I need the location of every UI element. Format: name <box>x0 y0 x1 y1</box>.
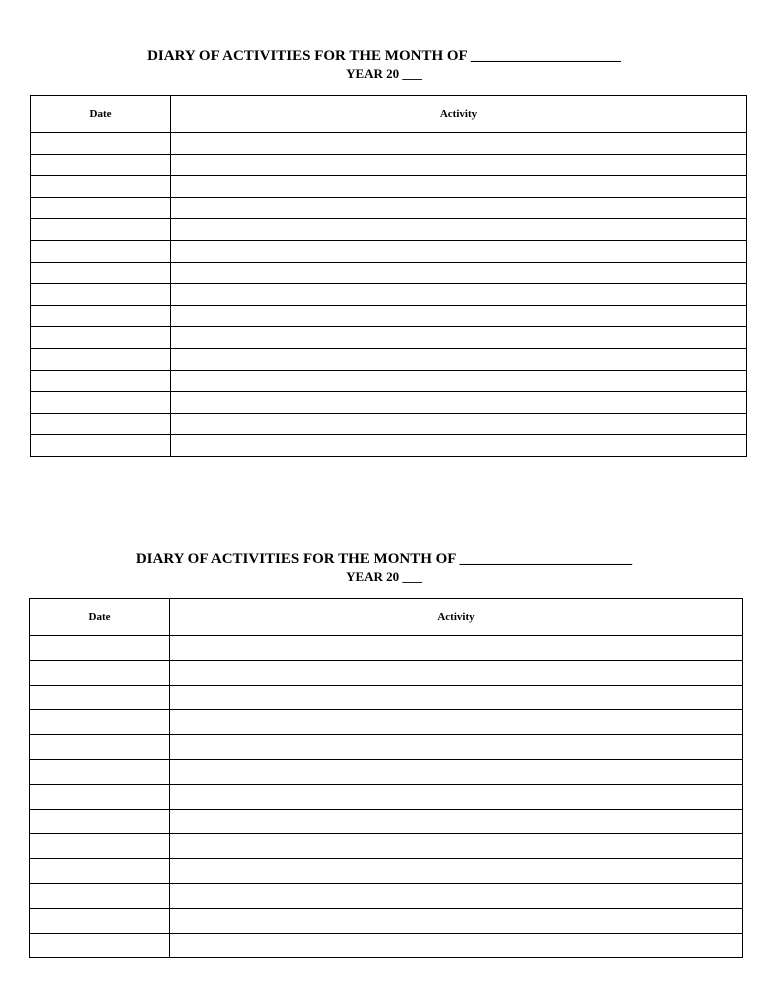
form1-activity-cell[interactable] <box>171 262 747 284</box>
form1-activity-cell[interactable] <box>171 392 747 414</box>
form2-date-cell[interactable] <box>30 834 170 859</box>
form1-activity-cell[interactable] <box>171 240 747 262</box>
form2-date-cell[interactable] <box>30 636 170 661</box>
form1-date-cell[interactable] <box>31 240 171 262</box>
form2-date-cell[interactable] <box>30 710 170 735</box>
form2-activity-header: Activity <box>170 599 743 636</box>
form1-table-row <box>31 240 747 262</box>
form1-date-cell[interactable] <box>31 370 171 392</box>
form2-activity-cell[interactable] <box>170 809 743 834</box>
form2-activity-cell[interactable] <box>170 883 743 908</box>
form1-date-cell[interactable] <box>31 348 171 370</box>
form1-table-row <box>31 327 747 349</box>
form2-table-row <box>30 834 743 859</box>
form1-activity-header: Activity <box>171 96 747 133</box>
form1-date-cell[interactable] <box>31 176 171 198</box>
form1-date-cell[interactable] <box>31 392 171 414</box>
form2-date-cell[interactable] <box>30 883 170 908</box>
form2-date-header: Date <box>30 599 170 636</box>
form1-table-row <box>31 370 747 392</box>
form2-year: YEAR 20 ___ <box>346 569 422 584</box>
form1-date-cell[interactable] <box>31 219 171 241</box>
form1-activity-cell[interactable] <box>171 435 747 457</box>
form2-table-row <box>30 908 743 933</box>
form2-title: DIARY OF ACTIVITIES FOR THE MONTH OF _______________________ <box>135 551 633 567</box>
form2-date-cell[interactable] <box>30 908 170 933</box>
form2-table-row <box>30 933 743 958</box>
form2-table <box>29 598 743 958</box>
form1-date-header: Date <box>31 96 171 133</box>
form2-table-row <box>30 735 743 760</box>
form1-table <box>30 95 747 457</box>
form1-table-row <box>31 154 747 176</box>
form2-activity-cell[interactable] <box>170 660 743 685</box>
form2-activity-cell[interactable] <box>170 710 743 735</box>
form2-date-cell[interactable] <box>30 735 170 760</box>
form2-activity-cell[interactable] <box>170 933 743 958</box>
form2-activity-cell[interactable] <box>170 636 743 661</box>
form2-table-row <box>30 636 743 661</box>
form1-activity-cell[interactable] <box>171 284 747 306</box>
form1-activity-cell[interactable] <box>171 197 747 219</box>
form1-activity-cell[interactable] <box>171 219 747 241</box>
form2-table-row <box>30 883 743 908</box>
form2-date-cell[interactable] <box>30 660 170 685</box>
form2-activity-cell[interactable] <box>170 735 743 760</box>
form1-table-row <box>31 197 747 219</box>
form1-date-cell[interactable] <box>31 413 171 435</box>
form1-title: DIARY OF ACTIVITIES FOR THE MONTH OF ____________________ <box>147 48 621 64</box>
form2-date-cell[interactable] <box>30 784 170 809</box>
form2-table-row <box>30 784 743 809</box>
form1-table-row <box>31 348 747 370</box>
form2-date-cell[interactable] <box>30 933 170 958</box>
form1-rows <box>31 133 747 457</box>
form1-table-row <box>31 133 747 155</box>
form1-activity-cell[interactable] <box>171 176 747 198</box>
form1-date-cell[interactable] <box>31 284 171 306</box>
form2-table-row <box>30 809 743 834</box>
form1-header-row <box>31 96 747 133</box>
form1-activity-cell[interactable] <box>171 413 747 435</box>
form1-activity-cell[interactable] <box>171 370 747 392</box>
form1-date-cell[interactable] <box>31 262 171 284</box>
form2-rows <box>30 636 743 958</box>
form2-table-row <box>30 660 743 685</box>
form2-activity-cell[interactable] <box>170 685 743 710</box>
form1-activity-cell[interactable] <box>171 133 747 155</box>
form2-activity-cell[interactable] <box>170 834 743 859</box>
form1-activity-cell[interactable] <box>171 305 747 327</box>
form1-table-row <box>31 435 747 457</box>
form1-date-cell[interactable] <box>31 133 171 155</box>
form2-date-cell[interactable] <box>30 859 170 884</box>
form1-table-row <box>31 413 747 435</box>
form2-date-cell[interactable] <box>30 809 170 834</box>
form2-table-row <box>30 859 743 884</box>
form2-activity-cell[interactable] <box>170 859 743 884</box>
form2-header-row <box>30 599 743 636</box>
form1-activity-cell[interactable] <box>171 154 747 176</box>
form2-date-cell[interactable] <box>30 685 170 710</box>
form1-activity-cell[interactable] <box>171 327 747 349</box>
form2-table-row <box>30 759 743 784</box>
form1-date-cell[interactable] <box>31 305 171 327</box>
form1-table-row <box>31 284 747 306</box>
form1-date-cell[interactable] <box>31 327 171 349</box>
form2-activity-cell[interactable] <box>170 759 743 784</box>
form1-date-cell[interactable] <box>31 154 171 176</box>
form1-table-row <box>31 219 747 241</box>
form1-table-row <box>31 392 747 414</box>
form1-table-row <box>31 176 747 198</box>
form1-table-row <box>31 262 747 284</box>
form1-table-row <box>31 305 747 327</box>
form1-date-cell[interactable] <box>31 197 171 219</box>
form1-date-cell[interactable] <box>31 435 171 457</box>
form1-year: YEAR 20 ___ <box>346 66 422 81</box>
form1-activity-cell[interactable] <box>171 348 747 370</box>
form2-table-row <box>30 685 743 710</box>
form2-activity-cell[interactable] <box>170 784 743 809</box>
form2-activity-cell[interactable] <box>170 908 743 933</box>
form2-date-cell[interactable] <box>30 759 170 784</box>
form2-table-row <box>30 710 743 735</box>
